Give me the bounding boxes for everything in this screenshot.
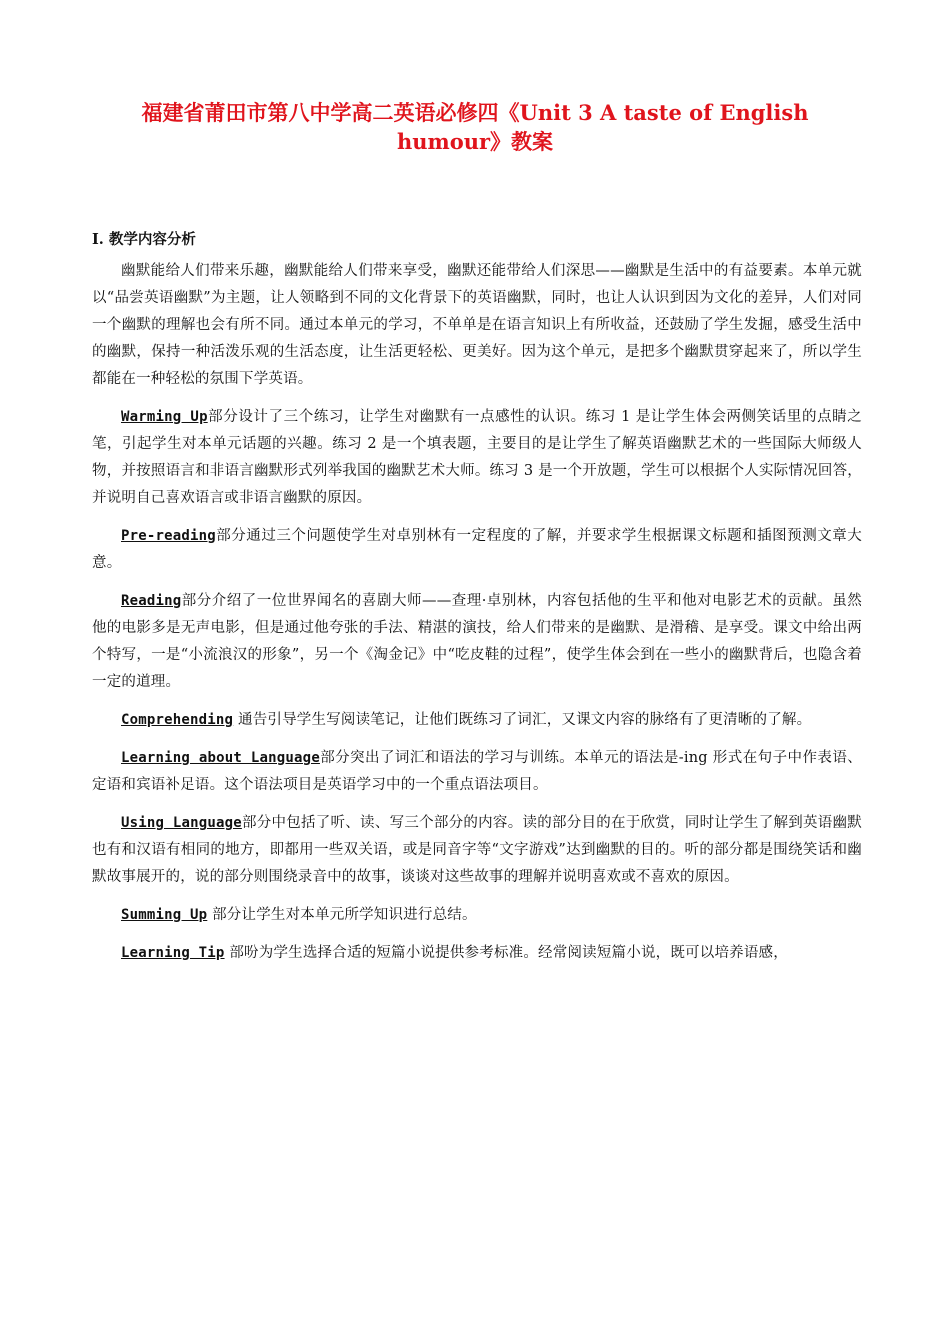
paragraph-tag: Using Language bbox=[121, 815, 242, 831]
paragraph-text: 部分介绍了一位世界闻名的喜剧大师——查理·卓别林，内容包括他的生平和他对电影艺术的贡献。虽然他的电影多是无声电影，但是通过他夸张的手法、精湛的演技，给人们带来的是幽默、是滑稽、是享受。课文中给出两个特写，一是“小流浪汉的形象”，另一个《淘金记》中“吃皮鞋的过程”，使学生体会到在一些小的幽默背后，也隐含着一定的道理。 bbox=[92, 593, 862, 690]
paragraph-learning-about-language bbox=[92, 745, 862, 799]
paragraph-tag: Comprehending bbox=[121, 712, 234, 728]
paragraph-tag: Learning Tip bbox=[121, 945, 225, 961]
paragraph-text: 部分让学生对本单元所学知识进行总结。 bbox=[207, 907, 477, 923]
paragraph-text: 部分通过三个问题使学生对卓别林有一定程度的了解，并要求学生根据课文标题和插图预测文章大意。 bbox=[92, 528, 862, 571]
paragraph-text: 幽默能给人们带来乐趣，幽默能给人们带来享受，幽默还能带给人们深思——幽默是生活中的有益要素。本单元就以“品尝英语幽默”为主题，让人领略到不同的文化背景下的英语幽默，同时，也让人认识到因为文化的差异，人们对同一个幽默的理解也会有所不同。通过本单元的学习，不单单是在语言知识上有所收益，还鼓励了学生发掘，感受生活中的幽默，保持一种活泼乐观的生活态度，让生活更轻松、更美好。因为这个单元，是把多个幽默贯穿起来了，所以学生都能在一种轻松的氛围下学英语。 bbox=[92, 263, 862, 387]
paragraph-tag: Reading bbox=[121, 593, 182, 609]
paragraph-learning-tip bbox=[92, 940, 862, 967]
document-title bbox=[0, 98, 950, 156]
paragraph-tag: Pre-reading bbox=[121, 528, 216, 544]
paragraph-pre-reading bbox=[92, 523, 862, 577]
paragraph-tag: Warming Up bbox=[121, 409, 208, 425]
paragraph-text: 部分突出了词汇和语法的学习与训练。本单元的语法是-ing 形式在句子中作表语、定语和宾语补足语。这个语法项目是英语学习中的一个重点语法项目。 bbox=[92, 750, 862, 793]
paragraph-using-language bbox=[92, 810, 862, 891]
paragraph-comprehending bbox=[92, 707, 862, 734]
paragraph-summing-up bbox=[92, 902, 862, 929]
paragraph-reading bbox=[92, 588, 862, 696]
paragraph-tag: Learning about Language bbox=[121, 750, 320, 766]
paragraph-intro bbox=[92, 258, 862, 393]
paragraph-warming-up bbox=[92, 404, 862, 512]
title-line-1: 福建省莆田市第八中学高二英语必修四《Unit 3 A taste of English bbox=[141, 100, 809, 125]
section-heading: I. 教学内容分析 bbox=[92, 231, 196, 248]
paragraph-text: 部分设计了三个练习，让学生对幽默有一点感性的认识。练习 1 是让学生体会两侧笑话里的点睛之笔，引起学生对本单元话题的兴趣。练习 2 是一个填表题，主要目的是让学生了解英语幽默艺术的一些国际大师级人物，并按照语言和非语言幽默形式列举我国的幽默艺术大师。练习 3 是一个开放题，学生可以根据个人实际情况回答，并说明自己喜欢语言或非语言幽默的原因。 bbox=[92, 409, 862, 506]
paragraph-text: 部分中包括了听、读、写三个部分的内容。读的部分目的在于欣赏，同时让学生了解到英语幽默也有和汉语有相同的地方，即都用一些双关语，或是同音字等“文字游戏”达到幽默的目的。听的部分都是围绕笑话和幽默故事展开的，说的部分则围绕录音中的故事，谈谈对这些故事的理解并说明喜欢或不喜欢的原因。 bbox=[92, 815, 862, 885]
paragraph-text: 部吩为学生选择合适的短篇小说提供参考标准。经常阅读短篇小说，既可以培养语感， bbox=[224, 945, 788, 961]
paragraph-tag: Summing Up bbox=[121, 907, 208, 923]
document-body bbox=[92, 258, 862, 978]
paragraph-text: 通告引导学生写阅读笔记，让他们既练习了词汇，又课文内容的脉络有了更清晰的了解。 bbox=[233, 712, 812, 728]
title-line-2: humour》教案 bbox=[396, 129, 554, 154]
